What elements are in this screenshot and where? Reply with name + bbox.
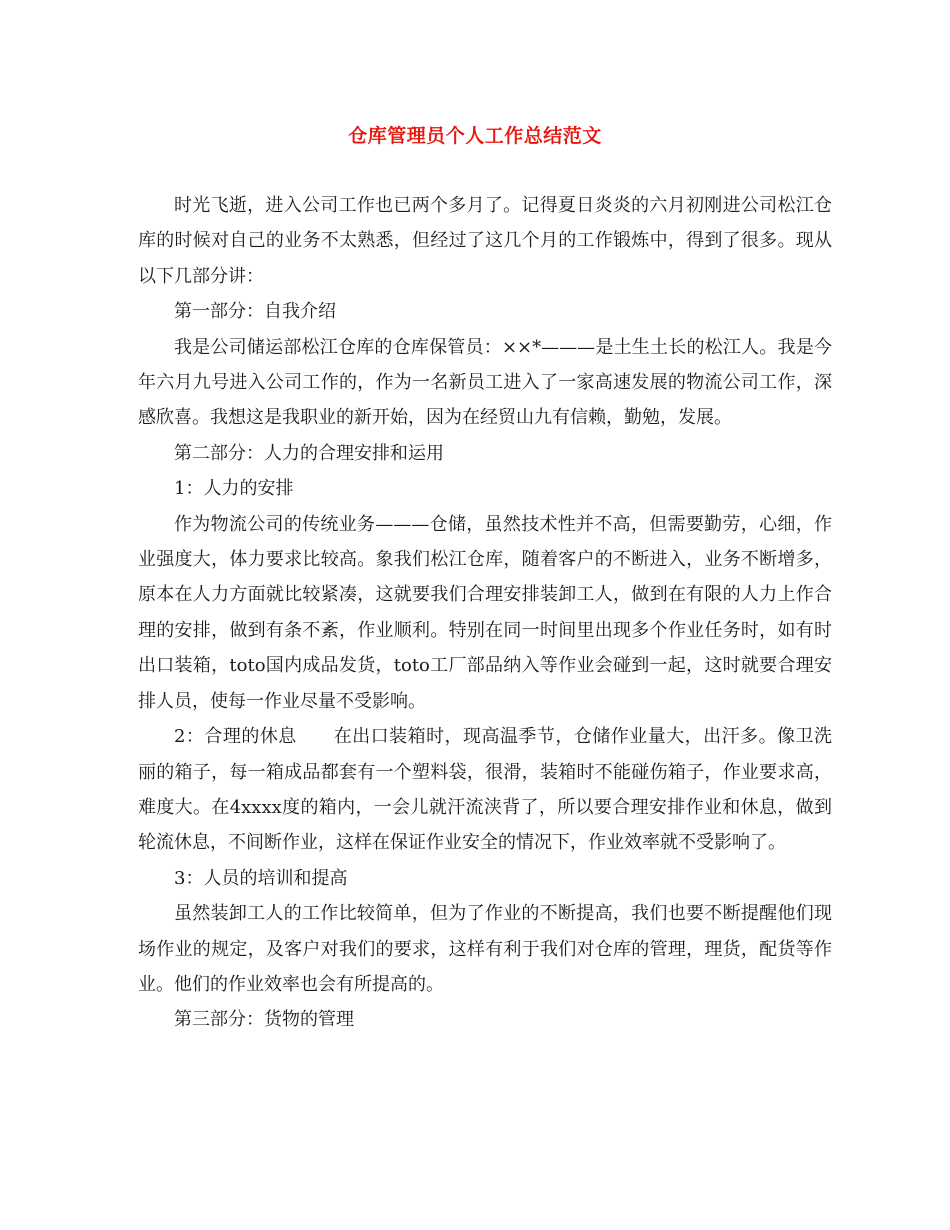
paragraph: 2：合理的休息 在出口装箱时，现高温季节，仓储作业量大，出汗多。像卫洗丽的箱子，每一箱成品都套有一个塑料袋，很滑，装箱时不能碰伤箱子，作业要求高，难度大。在4xxxx度的箱内，一会儿就汗流浃背了，所以要合理安排作业和休息，做到轮流休息，不间断作业，这样在保证作业安全的情况下，作业效率就不受影响了。 bbox=[138, 726, 832, 854]
subsection-heading: 3：人员的培训和提高 bbox=[174, 867, 348, 889]
paragraph: 虽然装卸工人的工作比较简单，但为了作业的不断提高，我们也要不断提醒他们现场作业的规定，及客户对我们的要求，这样有利于我们对仓库的管理，理货，配货等作业。他们的作业效率也会有所提高的。 bbox=[138, 903, 832, 995]
paragraph: 我是公司储运部松江仓库的仓库保管员：××*———是土生土长的松江人。我是今年六月九号进入公司工作的，作为一名新员工进入了一家高速发展的物流公司工作，深感欣喜。我想这是我职业的新开始，因为在经贸山九有信赖，勤勉，发展。 bbox=[138, 336, 832, 429]
section-heading: 第一部分：自我介绍 bbox=[174, 301, 336, 323]
document-body bbox=[138, 188, 832, 1038]
paragraph: 时光飞逝，进入公司工作也已两个多月了。记得夏日炎炎的六月初刚进公司松江仓库的时候对自己的业务不太熟悉，但经过了这几个月的工作锻炼中，得到了很多。现从以下几部分讲： bbox=[138, 195, 832, 287]
section-heading: 第二部分：人力的合理安排和运用 bbox=[174, 442, 444, 464]
subsection-heading: 1：人力的安排 bbox=[174, 478, 294, 500]
document-title: 仓库管理员个人工作总结范文 bbox=[348, 125, 602, 147]
section-heading: 第三部分：货物的管理 bbox=[174, 1009, 354, 1031]
paragraph: 作为物流公司的传统业务———仓储，虽然技术性并不高，但需要勤劳，心细，作业强度大，体力要求比较高。象我们松江仓库，随着客户的不断进入，业务不断增多，原本在人力方面就比较紧凑，这就要我们合理安排装卸工人，做到在有限的人力上作合理的安排，做到有条不紊，作业顺利。特别在同一时间里出现多个作业任务时，如有时出口装箱，toto国内成品发货，toto工厂部品纳入等作业会碰到一起，这时就要合理安排人员，使每一作业尽量不受影响。 bbox=[138, 513, 832, 712]
